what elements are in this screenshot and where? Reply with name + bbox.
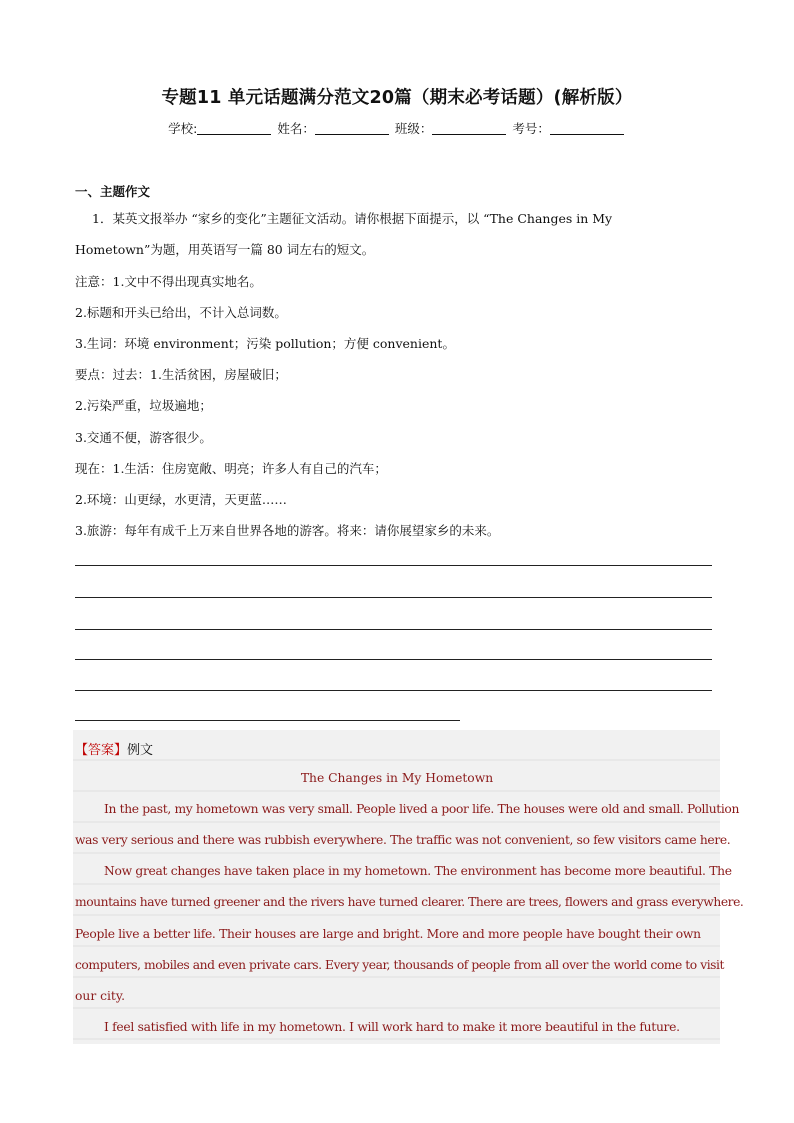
- essay-line: In the past, my hometown was very small. People lived a poor life. The houses were old and small. Pollution: [104, 802, 740, 816]
- section-heading: 一、主题作文: [75, 184, 151, 199]
- writing-line: [75, 565, 712, 566]
- class-label: 班级：: [394, 121, 433, 136]
- answer-label-rest: 例文: [127, 743, 154, 758]
- school-label: 学校:: [168, 121, 198, 136]
- essay-line: computers, mobiles and even private cars. Every year, thousands of people from all over the world come to visit: [75, 958, 725, 972]
- school-blank: [197, 122, 271, 135]
- essay-line: our city.: [75, 989, 126, 1003]
- exam-number-label: 考号：: [512, 121, 550, 136]
- essay-line: Now great changes have taken place in my hometown. The environment has become more beautiful. The: [104, 864, 732, 878]
- class-blank: [432, 122, 506, 135]
- answer-label: 【答案】: [75, 743, 128, 758]
- writing-line: [75, 659, 712, 660]
- student-info-fields: [0, 119, 794, 137]
- essay-title: The Changes in My Hometown: [300, 771, 494, 785]
- question-line: 1．某英文报举办 “家乡的变化”主题征文活动。请你根据下面提示，以 “The Changes in My: [92, 211, 613, 226]
- exam-number-blank: [550, 122, 624, 135]
- writing-line: [75, 720, 460, 721]
- question-line: 要点：过去：1.生活贫困，房屋破旧；: [75, 367, 287, 382]
- question-line: 2.标题和开头已给出，不计入总词数。: [75, 305, 287, 320]
- essay-line: mountains have turned greener and the rivers have turned clearer. There are trees, flowers and grass everywhere.: [75, 895, 744, 909]
- question-line: 3.生词：环境 environment；污染 pollution；方便 convenient。: [75, 336, 455, 351]
- writing-line: [75, 690, 712, 691]
- writing-line: [75, 629, 712, 630]
- name-blank: [315, 122, 389, 135]
- question-line: 注意：1.文中不得出现真实地名。: [75, 274, 262, 289]
- essay-line: People live a better life. Their houses are large and bright. More and more people have bought their own: [75, 927, 701, 941]
- question-line: 2.污染严重，垃圾遍地；: [75, 398, 212, 413]
- name-label: 姓名：: [277, 121, 315, 136]
- document-title: 专题11 单元话题满分范文20篇（期末必考话题）(解析版）: [161, 88, 633, 108]
- question-line: 3.旅游：每年有成千上万来自世界各地的游客。将来：请你展望家乡的未来。: [75, 523, 500, 538]
- question-line: 2.环境：山更绿，水更清，天更蓝……: [75, 492, 287, 507]
- essay-line: was very serious and there was rubbish everywhere. The traffic was not convenient, so few visitors came here.: [75, 833, 731, 847]
- question-line: Hometown”为题，用英语写一篇 80 词左右的短文。: [75, 242, 375, 257]
- writing-line: [75, 597, 712, 598]
- answer-heading: [75, 739, 153, 758]
- essay-line: I feel satisfied with life in my hometown. I will work hard to make it more beautiful in the future.: [104, 1020, 680, 1034]
- question-line: 现在：1.生活：住房宽敞、明亮；许多人有自己的汽车；: [75, 461, 387, 476]
- question-line: 3.交通不便，游客很少。: [75, 430, 212, 445]
